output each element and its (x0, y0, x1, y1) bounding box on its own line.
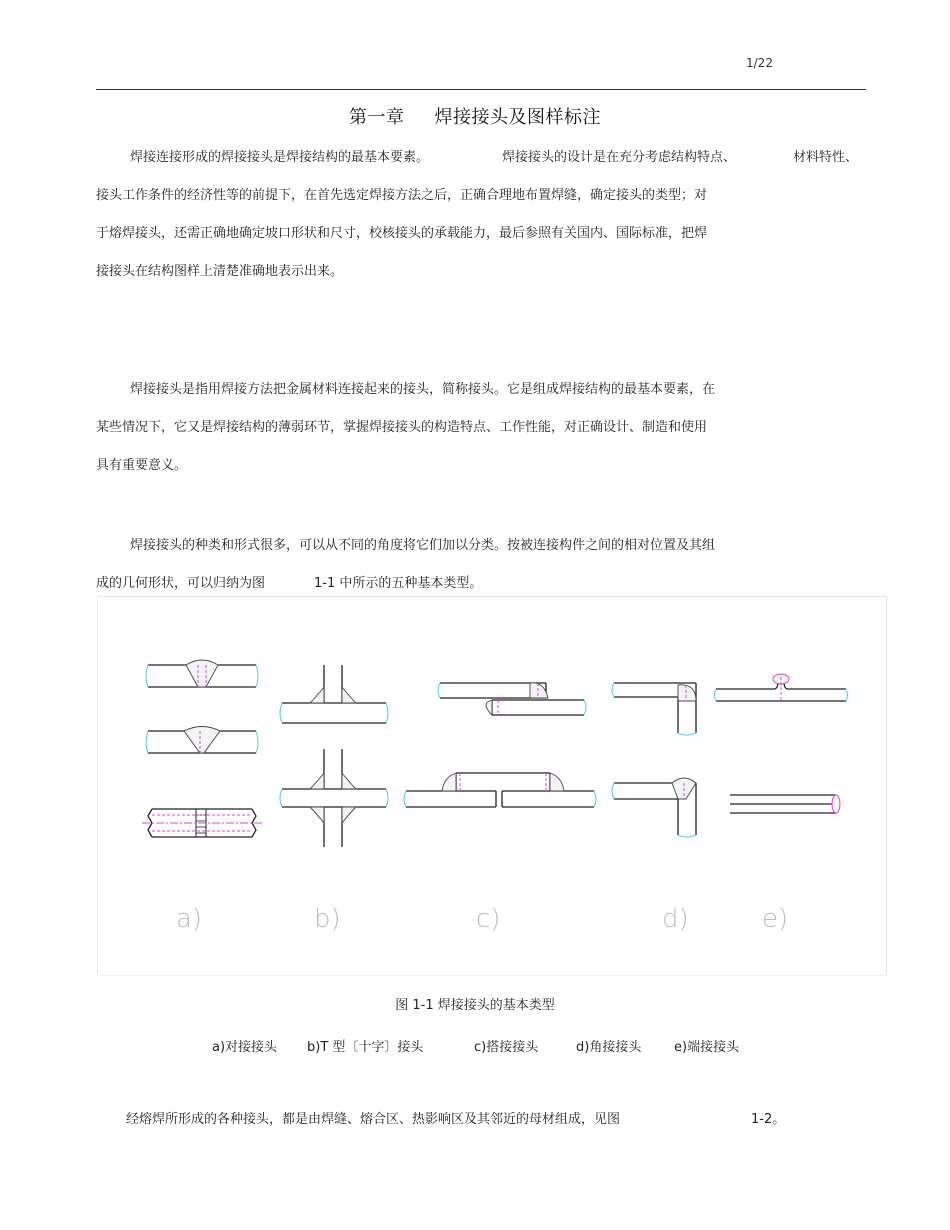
chapter-heading: 焊接接头及图样标注 (434, 107, 601, 128)
edge-joint-flange (715, 674, 848, 701)
figure-legend (0, 1036, 950, 1056)
panel-label-e: e) (762, 904, 789, 934)
paragraph-text: 焊接接头是指用焊接方法把金属材料连接起来的接头，简称接头。它是组成焊接结构的最基本要素，在 (130, 382, 716, 397)
legend-item-lap: c)搭接接头 (474, 1040, 539, 1055)
butt-joint-single-v (146, 660, 258, 687)
chapter-title (0, 103, 950, 129)
paragraph-text: 1-2。 (751, 1112, 786, 1127)
figure-1-1 (97, 596, 887, 976)
corner-joint-outside (612, 683, 696, 735)
legend-item-corner: d)角接接头 (576, 1040, 642, 1055)
paragraph-text: 接头工作条件的经济性等的前提下，在首先选定焊接方法之后，正确合理地布置焊缝，确定接头的类型；对 (96, 188, 708, 203)
paragraph-text: 某些情况下，它又是焊接结构的薄弱环节，掌握焊接接头的构造特点、工作性能，对正确设计、制造和使用 (96, 420, 708, 435)
paragraph-text: 具有重要意义。 (96, 458, 188, 473)
header-rule (96, 89, 866, 90)
paragraph-text: 经熔焊所形成的各种接头，都是由焊缝、熔合区、热影响区及其邻近的母材组成，见图 (126, 1112, 621, 1127)
joint-types-drawing (98, 597, 886, 975)
t-joint (280, 665, 388, 723)
paragraph-text: 材料特性、 (793, 150, 859, 165)
butt-joint-pipe (142, 809, 262, 837)
panel-label-c: c) (476, 904, 501, 934)
paragraph-text: 成的几何形状，可以归纳为图 (96, 576, 266, 591)
paragraph-text: 接接头在结构图样上清楚准确地表示出来。 (96, 264, 344, 279)
paragraph-text: 焊接接头的设计是在充分考虑结构特点、 (502, 150, 737, 165)
paragraph-text: 1-1 中所示的五种基本类型。 (314, 576, 483, 591)
panel-label-b: b) (314, 904, 341, 934)
legend-item-t: b)T 型〔十字〕接头 (307, 1040, 424, 1055)
page-number: 1/22 (746, 56, 773, 70)
corner-joint-flush (612, 778, 696, 837)
panel-label-a: a) (176, 904, 203, 934)
legend-item-butt: a)对接接头 (212, 1040, 278, 1055)
legend-item-edge: e)端接接头 (674, 1040, 740, 1055)
cross-joint (280, 749, 388, 847)
paragraph-text: 焊接接头的种类和形式很多，可以从不同的角度将它们加以分类。按被连接构件之间的相对位置及其组 (130, 538, 716, 553)
panel-label-d: d) (662, 904, 689, 934)
lap-joint-single (438, 683, 586, 715)
lap-joint-strap (404, 773, 596, 807)
chapter-label: 第一章 (349, 107, 405, 128)
edge-joint-plates (730, 795, 840, 813)
paragraph-text: 焊接连接形成的焊接接头是焊接结构的最基本要素。 (130, 150, 430, 165)
butt-joint-double-v (146, 727, 258, 754)
figure-caption: 图 1-1 焊接接头的基本类型 (395, 998, 555, 1013)
paragraph-text: 于熔焊接头，还需正确地确定坡口形状和尺寸，校核接头的承载能力，最后参照有关国内、国际标准，把焊 (96, 226, 708, 241)
